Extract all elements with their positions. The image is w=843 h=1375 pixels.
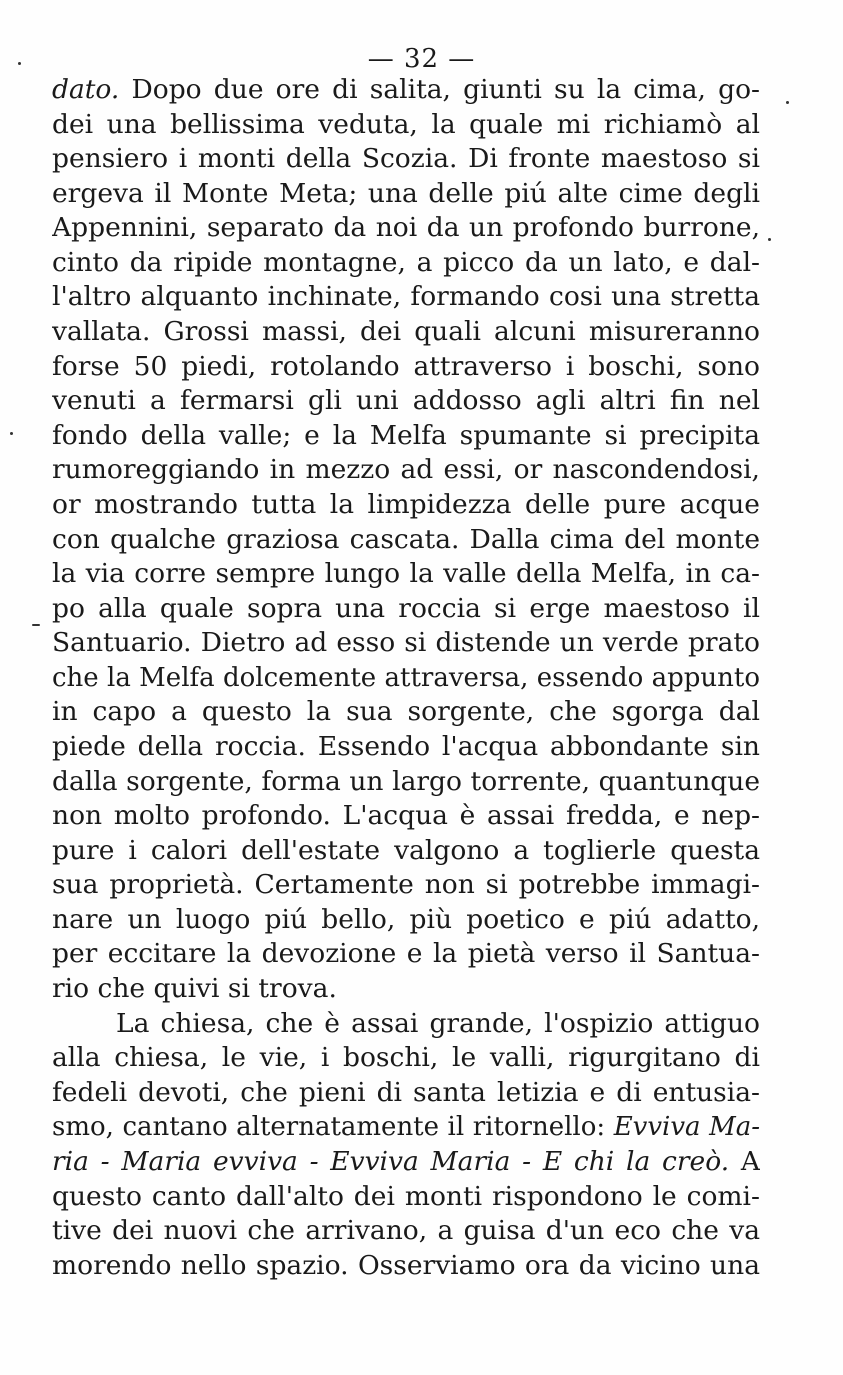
body-text bbox=[52, 73, 760, 1283]
text-line bbox=[52, 937, 760, 972]
text-run: pensiero i monti della Scozia. Di fronte maestoso si bbox=[52, 143, 760, 175]
text-run: Appennini, separato da noi da un profondo burrone, bbox=[52, 212, 760, 244]
text-run: in capo a questo la sua sorgente, che sgorga dal bbox=[52, 696, 760, 728]
text-line bbox=[52, 280, 760, 315]
text-line bbox=[52, 1041, 760, 1076]
text-line bbox=[52, 592, 760, 627]
text-line bbox=[52, 1007, 760, 1042]
text-line bbox=[52, 350, 760, 385]
text-line bbox=[52, 211, 760, 246]
text-line bbox=[52, 246, 760, 281]
text-run: smo, cantano alternatamente il ritornello: bbox=[52, 1112, 614, 1143]
text-run: dalla sorgente, forma un largo torrente, quantunque bbox=[52, 765, 760, 797]
text-run: forse 50 piedi, rotolando attraverso i boschi, sono bbox=[52, 350, 760, 382]
text-run: alla chiesa, le vie, i boschi, le valli, rigurgitano di bbox=[52, 1042, 760, 1074]
text-run: morendo nello spazio. Osserviamo ora da vicino una bbox=[52, 1249, 760, 1281]
text-run: questo canto dall'alto dei monti rispondono le comi- bbox=[52, 1180, 760, 1212]
text-run: Dopo due ore di salita, giunti su la cima, go- bbox=[119, 74, 760, 105]
text-line bbox=[52, 730, 760, 765]
italic-text: ria - Maria evviva - Evviva Maria - E chi la creò. bbox=[52, 1145, 730, 1177]
text-run: nare un luogo piú bello, più poetico e piú adatto, bbox=[52, 903, 760, 935]
text-run: la via corre sempre lungo la valle della Melfa, in ca- bbox=[52, 558, 760, 590]
text-run: pure i calori dell'estate valgono a toglierle questa bbox=[52, 834, 760, 866]
text-line bbox=[52, 834, 760, 869]
text-run: non molto profondo. L'acqua è assai fredda, e nep- bbox=[52, 800, 760, 832]
text-line bbox=[52, 765, 760, 800]
text-line bbox=[52, 453, 760, 488]
text-run: che la Melfa dolcemente attraversa, essendo appunto bbox=[52, 662, 760, 693]
text-run: sua proprietà. Certamente non si potrebbe immagi- bbox=[52, 869, 760, 901]
scan-speck bbox=[32, 624, 40, 626]
text-run: rumoreggiando in mezzo ad essi, or nascondendosi, bbox=[52, 454, 760, 486]
text-run: A bbox=[729, 1145, 760, 1177]
text-line bbox=[52, 626, 760, 661]
text-line bbox=[52, 799, 760, 834]
text-run: piede della roccia. Essendo l'acqua abbondante sin bbox=[52, 730, 760, 762]
text-line bbox=[52, 315, 760, 350]
scan-speck bbox=[768, 238, 771, 241]
text-run: fedeli devoti, che pieni di santa letizia e di entusia- bbox=[52, 1076, 760, 1108]
scan-speck bbox=[786, 101, 789, 104]
text-run: con qualche graziosa cascata. Dalla cima del monte bbox=[52, 523, 760, 555]
text-run: per eccitare la devozione e la pietà verso il Santua- bbox=[52, 938, 760, 970]
text-line bbox=[52, 1180, 760, 1215]
text-line bbox=[52, 108, 760, 143]
text-line bbox=[52, 868, 760, 903]
text-run: vallata. Grossi massi, dei quali alcuni misureranno bbox=[52, 316, 760, 348]
text-line bbox=[52, 695, 760, 730]
text-run: po alla quale sopra una roccia si erge maestoso il bbox=[52, 592, 760, 624]
text-line bbox=[52, 661, 760, 696]
scan-speck bbox=[10, 432, 13, 435]
scan-speck bbox=[18, 62, 21, 65]
text-line bbox=[52, 557, 760, 592]
text-line bbox=[52, 1076, 760, 1111]
text-line bbox=[52, 1214, 760, 1249]
text-run: ergeva il Monte Meta; una delle piú alte cime degli bbox=[52, 177, 760, 209]
text-run: fondo della valle; e la Melfa spumante si precipita bbox=[52, 419, 760, 451]
text-line bbox=[52, 488, 760, 523]
text-run: tive dei nuovi che arrivano, a guisa d'un eco che va bbox=[52, 1215, 760, 1247]
text-run: cinto da ripide montagne, a picco da un lato, e dal- bbox=[52, 246, 760, 278]
text-line bbox=[52, 1145, 760, 1180]
text-line bbox=[52, 73, 760, 108]
text-run: l'altro alquanto inchinate, formando cosi una stretta bbox=[52, 281, 760, 313]
text-line bbox=[52, 903, 760, 938]
text-line bbox=[52, 1110, 760, 1145]
text-run: La chiesa, che è assai grande, l'ospizio attiguo bbox=[116, 1007, 760, 1039]
text-run: venuti a fermarsi gli uni addosso agli altri fin nel bbox=[52, 385, 760, 417]
text-run: dei una bellissima veduta, la quale mi richiamò al bbox=[52, 108, 760, 140]
page-number: — 32 — bbox=[367, 44, 476, 74]
text-line bbox=[52, 1249, 760, 1284]
italic-text: Evviva Ma- bbox=[613, 1112, 760, 1143]
text-line bbox=[52, 142, 760, 177]
text-line bbox=[52, 523, 760, 558]
italic-text: dato. bbox=[52, 74, 120, 105]
text-run: or mostrando tutta la limpidezza delle pure acque bbox=[52, 488, 760, 520]
text-line bbox=[52, 384, 760, 419]
text-line bbox=[52, 177, 760, 212]
text-run: Santuario. Dietro ad esso si distende un verde prato bbox=[52, 627, 760, 659]
text-line bbox=[52, 972, 760, 1007]
text-line bbox=[52, 419, 760, 454]
text-run: rio che quivi si trova. bbox=[52, 973, 337, 1005]
